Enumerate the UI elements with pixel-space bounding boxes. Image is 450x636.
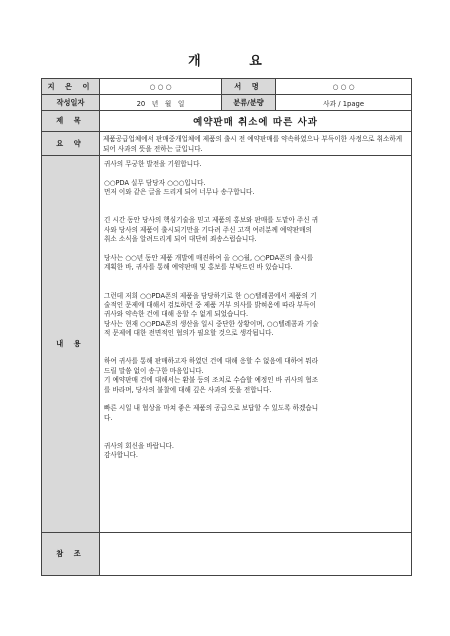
subject-row [42,111,412,132]
content-line: 를 바라며, 당사의 불찰에 대해 깊은 사과의 뜻을 전합니다. [104,385,272,394]
content-blank-line [104,339,407,348]
author-label: 지 은 이 [42,79,100,95]
content-line: 귀사의 회신을 바랍니다. [104,442,174,451]
content-blank-line [104,207,407,216]
subject-label: 제 목 [42,111,100,132]
content-line: 다. [104,413,113,422]
content-line: 기 예약판매 건에 대해서는 환불 등의 조치로 수습할 예정인 바 귀사의 협조 [104,376,319,385]
content-line: 감사합니다. [104,451,138,460]
summary-value: 제품공급업체에서 판매중개업체에 제품의 출시 전 예약판매를 약속하였으나 부득이한 사정으로 취소하게 되어 사과의 뜻을 전하는 글입니다. [100,132,412,156]
content-blank-line [104,282,407,291]
category-value: 사과 / 1page [276,95,412,111]
subject-value: 예약판매 취소에 따른 사과 [100,111,412,132]
content-row [42,156,412,533]
content-blank-line [104,273,407,282]
content-line: 계획한 바, 귀사를 통해 예약판매 및 홍보를 부탁드린 바 있습니다. [104,263,293,272]
category-label: 분류/분량 [222,95,276,111]
overview-form-table [41,78,412,576]
content-line: 귀사의 무궁한 발전을 기원합니다. [104,160,202,168]
page-title: 개 요 [188,54,284,69]
signature-value: ○ ○ ○ [276,79,412,95]
content-line: 귀사와 약속한 건에 대해 응할 수 없게 되었습니다. [104,310,249,319]
content-line: ○○PDA 실무 담당자 ○○○입니다. [104,178,206,187]
reference-value [100,533,412,576]
content-line: 긴 시간 동안 당사의 핵심기술을 믿고 제품의 홍보와 판매를 도맡아 주신 귀 [104,216,319,225]
content-line: 당사는 현재 ○○PDA폰의 생산을 일시 중단한 상황이며, ○○텔레콤과 기술 [104,319,319,328]
author-value: ○ ○ ○ [100,79,222,95]
content-line: 당사는 ○○년 동안 제품 개발에 매진하여 올 ○○월, ○○PDA폰의 출시를 [104,254,314,262]
date-row [42,95,412,111]
content-blank-line [104,423,407,432]
date-value: 20 년 월 일 [100,95,222,111]
content-blank-line [104,245,407,254]
content-line: 먼저 이와 같은 글을 드리게 되어 너무나 송구합니다. [104,188,255,197]
summary-label: 요 약 [42,132,100,156]
summary-row [42,132,412,156]
content-line: 하여 귀사를 통해 판매하고자 하였던 건에 대해 응할 수 없음에 대하여 뭐라 [104,357,319,366]
content-body [100,156,412,533]
content-blank-line [104,169,407,178]
content-blank-line [104,433,407,442]
content-blank-line [104,348,407,357]
content-line: 취소 소식을 알려드리게 되어 대단히 죄송스럽습니다. [104,235,257,244]
reference-label: 참 조 [42,533,100,576]
content-line: 그런데 저희 ○○PDA폰의 제품을 담당하기로 한 ○○텔레콤에서 제품의 기 [104,291,317,300]
content-blank-line [104,395,407,404]
author-row [42,79,412,95]
content-line: 빠른 시일 내 협상을 마쳐 좋은 제품의 공급으로 보답할 수 있도록 하겠습니 [104,404,319,413]
date-label: 작성일자 [42,95,100,111]
signature-label: 서 명 [222,79,276,95]
content-line: 사와 당사의 제품이 출시되기만을 기다려 주신 고객 여러분께 예약판매의 [104,225,312,234]
content-line: 술적인 문제에 대해서 검토하던 중 제품 거부 의사를 밝혀옴에 따라 부득이 [104,301,317,309]
content-blank-line [104,198,407,207]
content-line: 드릴 말씀 없이 송구한 마음입니다. [104,366,204,375]
content-line: 적 문제에 대한 전면적인 협의가 필요할 것으로 생각됩니다. [104,329,274,338]
content-label: 내 용 [42,156,100,533]
reference-row [42,533,412,576]
